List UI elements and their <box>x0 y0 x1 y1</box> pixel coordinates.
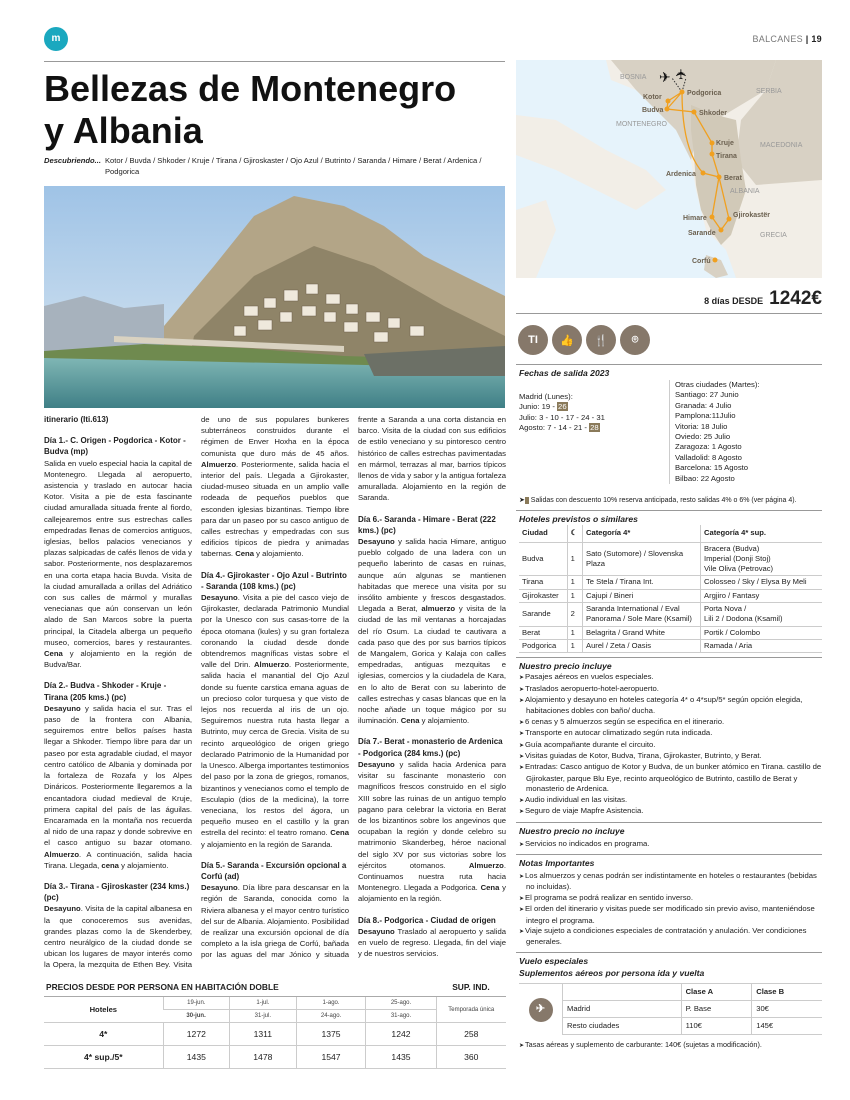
country-label: ALBANIA <box>730 188 760 195</box>
hotels-title: Hoteles previstos o similares <box>519 514 638 525</box>
list-item: ➤ Visitas guiadas de Kotor, Budva, Tirana, Gjirokaster, Butrinto, y Berat. <box>519 751 822 762</box>
city-label: Berat <box>724 175 742 182</box>
excludes-title: Nuestro precio no incluye <box>519 825 625 836</box>
text-run: . Visita de la capital albanesa en la que conoceremos sus avenidas, grandes plazas como la de Skenderbey, centro neurálgico de la ciudad donde se ubican los lugares de mayor interés como la Opera, la mezquita de Ethen Bey. Visita de uno de sus populares bunkeres subterráneos construidos durante el régimen de Enver Hoxha en la época comunista que duro más de 45 años. <box>44 415 349 970</box>
brand-logo: m <box>44 27 68 51</box>
discount-text: Salidas con descuento 10% reserva anticipada, resto salidas 4% o 6% (ver página 4). <box>530 497 797 505</box>
hotels-header: Hoteles <box>44 997 163 1023</box>
text-run: . Posteriormente, salida hacia el manantial del Ojo Azul donde su fuente carstica emana aguas de un precioso color turquesa y que visto de lejos nos recuerda al iris de un ojo. Seguiremos nuestra ruta hasta llegar a Butrinto, muy cerca de Grecia. Visita de su recinto arqueológico de origen griego declarado Patrimonio de la Humanidad por la Unesco. Alberga importantes testimonios del paso por la zona de griegos, romanos, bizantinos y venecianos como el templo de Esculapio (dios de la medicina), la torre veneciana, los restos del ágora, un pequeño museo en el castillo y la gran estrella del recinto: el teatro romano. <box>201 660 349 838</box>
text-run: y alojamiento. <box>254 549 304 559</box>
itinerary-day <box>44 680 192 870</box>
hotels-header-row <box>519 525 822 542</box>
city-label: Podgorica <box>687 90 722 97</box>
text-run: . Posteriormente, salida hacia el interior del país. Llegada a Gjirokaster, ciudad-museo situada en un amplio valle rodeada de pequeños pueblos que esconden iglesias bizantinas. Tiempo libre para dar un paseo por su casco antiguo de calles estrechas y empedradas con sus edificios típicos de piedra y animadas tabernas. <box>201 459 349 559</box>
airplane-icon: ✈ <box>529 998 553 1022</box>
meal-highlight: Cena <box>330 828 349 838</box>
price-row <box>44 1023 506 1046</box>
day-title: Día 1.- C. Origen - Pogdorica - Kotor - Budva (mp) <box>44 436 186 457</box>
itinerary-label: itinerario (Iti.613) <box>44 415 109 424</box>
discover-line <box>44 155 506 177</box>
hotel-4-sup: Argjiro / Fantasy <box>701 589 823 602</box>
price: 1435 <box>163 1046 230 1069</box>
nights: 1 <box>567 576 582 589</box>
madrid-date-line: Junio: 19 - 26 <box>519 402 567 412</box>
itinerary-day <box>358 514 506 727</box>
flight-row <box>563 1001 823 1018</box>
period-from: 1-jul. <box>230 997 297 1010</box>
itinerary-day <box>44 435 192 670</box>
text-run: Traslado al aeropuerto y salida en vuelo de regreso. Llegada, fin del viaje y de nuestros servicios. <box>358 926 506 959</box>
column-header: ☾ <box>567 525 582 542</box>
hotel-4: Belagrita / Grand White <box>583 626 701 639</box>
hotel-4-sup: Portik / Colombo <box>701 626 823 639</box>
itinerary-and-prices <box>44 414 506 1069</box>
text-run: . A continuación, salida hacia Tirana. Llegada, <box>44 849 192 870</box>
route-map <box>516 60 822 278</box>
nights: 1 <box>567 542 582 576</box>
period-from: 19-jun. <box>163 997 230 1010</box>
city: Budva <box>519 542 567 576</box>
meals-icon: 🍴 <box>586 325 616 355</box>
city-label: Ardenica <box>666 171 696 178</box>
madrid-date-line: Julio: 3 - 10 - 17 - 24 - 31 <box>519 412 605 422</box>
notes-section <box>516 854 822 952</box>
itinerary-day <box>358 915 506 960</box>
flights-title: Vuelo especiales <box>519 955 589 966</box>
price: 1242 <box>366 1023 436 1046</box>
country-label: SERBIA <box>756 88 782 95</box>
country-label: GRECIA <box>760 232 787 239</box>
hotel-row <box>519 626 822 639</box>
tipical-icon: TI <box>518 325 548 355</box>
page-title <box>44 68 514 152</box>
single-supplement: 258 <box>436 1023 506 1046</box>
meal-highlight: Almuerzo <box>201 459 237 469</box>
period-to: 30-jun. <box>163 1010 230 1023</box>
location-pin-icon: ⌾ <box>620 325 650 355</box>
meal-highlight: almuerzo <box>421 604 456 614</box>
day-title: Día 4.- Gjirokaster - Ojo Azul - Butrinto - Saranda (108 kms.) (pc) <box>201 570 347 591</box>
price: 1547 <box>296 1046 366 1069</box>
hotel-4-sup: Colosseo / Sky / Elysa By Meli <box>701 576 823 589</box>
day-title: Día 7.- Berat - monasterio de Ardenica - Podgorica (284 kms.) (pc) <box>358 737 503 758</box>
flight-cell: Clase A <box>681 984 752 1001</box>
list-item: ➤ Viaje sujeto a condiciones especiales de contratación y anulación. Ver condiciones generales. <box>519 926 822 948</box>
day-text <box>358 926 506 960</box>
price-from: 1242€ <box>769 288 822 309</box>
hotel-4: Saranda International / Eval Panorama / Sole Mare (Ksamil) <box>583 603 701 627</box>
day-title: Día 2.- Budva - Shkoder - Kruje - Tirana (205 kms.) (pc) <box>44 681 167 702</box>
period-to: 31-jul. <box>230 1010 297 1023</box>
hotel-row <box>519 589 822 602</box>
city-label: Himare <box>683 215 707 222</box>
list-item: ➤ Los almuerzos y cenas podrán ser indistintamente en hoteles o restaurantes (bebidas no incluidas). <box>519 871 822 893</box>
dates-title: Fechas de salida 2023 <box>519 368 610 378</box>
flight-cell: 110€ <box>681 1018 752 1035</box>
hotel-4: Te Stela / Tirana Int. <box>583 576 701 589</box>
meal-highlight: Desayuno <box>201 593 238 603</box>
meal-highlight: Cena <box>44 649 63 659</box>
hotel-row <box>519 639 822 652</box>
price-row <box>44 1046 506 1069</box>
day-text <box>44 703 192 871</box>
meal-highlight: Cena <box>480 883 500 893</box>
meal-highlight: Desayuno <box>44 904 81 914</box>
nights: 1 <box>567 639 582 652</box>
day-title: Día 8.- Podgorica - Ciudad de origen <box>358 915 496 925</box>
city-label: Kotor <box>643 94 662 101</box>
title-line-1: Bellezas de Montenegro <box>44 68 457 109</box>
flight-row <box>563 1018 823 1035</box>
right-column <box>516 364 822 1056</box>
city-label: Budva <box>642 107 664 114</box>
offer-price <box>704 288 822 310</box>
thumbs-up-icon: 👍 <box>552 325 582 355</box>
flight-cell: Resto ciudades <box>563 1018 682 1035</box>
list-item: ➤ Transporte en autocar climatizado según ruta indicada. <box>519 728 822 739</box>
divider <box>44 61 505 62</box>
text-run: . Visita a pie del casco viejo de Gjirokaster, declarada Patrimonio Mundial por la Unesco con sus casas-torre de la época otomana (kules) y su gran fortaleza coronando la ciudad desde donde obtendremos magníficas vistas sobre el valle del Drin. <box>201 593 349 670</box>
text-run: . Día libre para descansar en la región de Saranda, conocida como la Riviera albanesa y el mayor centro turístico del sur de Albania. Alojamiento. Posibilidad de realizar una excursión opcional de día completo a la isla griega de Corfú, bañada por las aguas del mar Jónico y situada frente a Saranda a una corta distancia en barco. Visita de la ciudad con sus edificios de estilo veneciano y su pintoresco centro histórico de calles estrechas pavimentadas en mármol, terrazas al mar, barrios típicos llenos de vida y sabor y la antigua fortaleza amurallada. Alojamiento en la región de Saranda. <box>201 415 506 960</box>
hotel-4: Sato (Sutomore) / Slovenska Plaza <box>583 542 701 576</box>
meal-highlight: Desayuno <box>358 759 395 769</box>
includes-section <box>516 657 822 821</box>
text-run: y visita de la ciudad de las mil ventanas a horcajadas del río Osum. La ciudad te cautivara a cada paso que des por sus barrios típicos de Mangalem, Gorica y Kalaja con calles empedradas, antiguas mezquitas e iglesias, comercios y la ciudadela de Kara, en lo alto de Berat con su laberinto de calles estrechas y casas blancas que en la noche añade un toque mágico por su iluminación. <box>358 604 506 726</box>
includes-title: Nuestro precio incluye <box>519 661 612 672</box>
price-table-title: PRECIOS DESDE POR PERSONA EN HABITACIÓN DOBLE <box>44 979 436 997</box>
meal-highlight: Desayuno <box>358 537 395 547</box>
divider <box>516 313 822 314</box>
column-header: Ciudad <box>519 525 567 542</box>
discover-label: Descubriendo... <box>44 156 101 165</box>
list-item: ➤ El orden del itinerario y visitas puede ser modificado sin previo aviso, manteniéndose integro el programa. <box>519 904 822 926</box>
svg-text:✈: ✈ <box>673 68 689 80</box>
flight-cell: Madrid <box>563 1001 682 1018</box>
city: Gjirokaster <box>519 589 567 602</box>
city: Podgorica <box>519 639 567 652</box>
text-run: y alojamiento en la región de Budva/Bar. <box>44 649 192 670</box>
svg-text:✈: ✈ <box>659 69 671 85</box>
flight-supplements-table <box>562 984 822 1036</box>
nights: 1 <box>567 626 582 639</box>
meal-highlight: Almuerzo <box>254 660 290 670</box>
hero-photo-berat <box>44 186 505 408</box>
flight-cell: 30€ <box>752 1001 822 1018</box>
category: 4* sup./5* <box>44 1046 163 1069</box>
price: 1311 <box>230 1023 297 1046</box>
period-from: 1-ago. <box>296 997 366 1010</box>
day-title: Día 5.- Saranda - Excursión opcional a Corfú (ad) <box>201 860 347 881</box>
other-city-date: Oviedo: 25 Julio <box>675 432 731 442</box>
hotel-4: Aurel / Zeta / Oasis <box>583 639 701 652</box>
discount-date: 26 <box>558 402 567 412</box>
discount-swatch <box>525 497 529 504</box>
flights-subtitle: Suplementos aéreos por persona ida y vuelta <box>519 967 705 978</box>
list-item: ➤ 6 cenas y 5 almuerzos según se especifica en el itinerario. <box>519 717 822 728</box>
excludes-section <box>516 822 822 854</box>
text-run: y salida hacia Himare, antiguo pueblo colgado de una ladera con un pequeño laberinto de casas en ruinas, aunque aún algunas se mantienen habitadas que merece una visita por su insólito ambiente y frescos desgastados. Llegada a Berat, <box>358 537 506 614</box>
list-item: ➤ Pasajes aéreos en vuelos especiales. <box>519 672 822 683</box>
city-label: Corfú <box>692 258 711 265</box>
period-to: 24-ago. <box>296 1010 366 1023</box>
day-text <box>44 458 192 671</box>
meal-highlight: Cena <box>235 549 255 559</box>
list-item: ➤ Entradas: Casco antiguo de Kotor y Budva, de un bunker atómico en Tirana. castillo de Gjirokaster, parque Blu Eye, recinto arqueológico de Butrinto, castillo de Berat y monasterio de Ardenica. <box>519 762 822 794</box>
title-line-2: y Albania <box>44 110 203 151</box>
hotel-row <box>519 603 822 627</box>
list-item: ➤ Servicios no indicados en programa. <box>519 839 822 850</box>
city-label: Sarande <box>688 230 716 237</box>
list-item: ➤ Audio individual en las visitas. <box>519 795 822 806</box>
text-run: y alojamiento. <box>419 716 470 726</box>
country-label: BOSNIA <box>620 74 647 81</box>
section-name: BALCANES <box>752 34 803 44</box>
other-city-date: Santiago: 27 Junio <box>675 390 739 400</box>
flight-cell: P. Base <box>681 1001 752 1018</box>
text-run: y salida hacia el sur. Tras el paso de la frontera con Albania, seguiremos entre bellos países hasta llegar a Shkoder. Tiempo libre para dar un paseo por esta agradable ciudad, el mayor centro católico de Albania y dominada por la fortaleza de Rozafa y los Alpes Dináricos. Posteriormente llegaremos a la encantadora ciudad medieval de Kruje, primera capital del país de las águilas. Encaramada en la montaña nos recuerda al nido de una rapaz y donde sobrevive en el casco antiguo su bazar otomano. <box>44 703 192 848</box>
flight-row <box>563 984 823 1001</box>
meal-highlight: Desayuno <box>44 703 81 713</box>
city-label: Kruje <box>716 140 734 147</box>
text-run: Salida en vuelo especial hacia la capital de Montenegro. Llegada al aeropuerto, asistencia y traslado en autocar hacia Kotor. Visita a pie de esta fascinante ciudad amurallada situada frente al fiordo, callejearemos entre sus estrechas calles empedradas llenas de comercios antiguos, iglesias, bellos palacios venecianos y plazas salpicadas de cafés llenos de vida y sabor. Posteriormente, nos desplazaremos en una corta etapa hacia Buvda. Visita de la ciudad amurallada a orillas del Adriático con sus calles de mármol y murallas venecianas que aún conservan un león alado de San Marcos sobre la puerta principal, la Citadela alberga un pequeño museo, comercios, bares y restaurantes. <box>44 458 192 647</box>
list-item: ➤ Seguro de viaje Mapfre Asistencia. <box>519 806 822 817</box>
madrid-date-line: Agosto: 7 - 14 - 21 - 28 <box>519 423 599 433</box>
other-cities-label: Otras ciudades (Martes): <box>675 380 760 389</box>
sup-ind-header: SUP. IND. <box>436 979 506 997</box>
text-run: y salida hacia Ardenica para visitar su fascinante monasterio con magníficos frescos construido en el siglo XIII sobre las ruinas de un antiguo templo pagano para celebrar la victoria en Berat de los bizantinos sobre los angevinos que ocupaban la región y donde celebro su matrimonio Skanderbeg, héroe nacional del siglo XV por sus victorias sobre los ejércitos otomanos. <box>358 759 506 870</box>
country-label: MACEDONIA <box>760 142 803 149</box>
other-city-date: Barcelona: 15 Agosto <box>675 463 749 473</box>
price: 1435 <box>366 1046 436 1069</box>
nights: 1 <box>567 589 582 602</box>
city-label: Shkoder <box>699 110 728 117</box>
city: Berat <box>519 626 567 639</box>
day-title: Día 3.- Tirana - Gjiroskaster (234 kms.) (pc) <box>44 881 190 903</box>
notes-title: Notas Importantes <box>519 857 595 868</box>
flights-note: ➤ Tasas aéreas y suplemento de carburante: 140€ (sujetas a modificación). <box>519 1040 822 1051</box>
madrid-dates <box>519 402 669 433</box>
column-header: Categoría 4* sup. <box>701 525 823 542</box>
city: Sarande <box>519 603 567 627</box>
category: 4* <box>44 1023 163 1046</box>
day-title: Día 6.- Saranda - Himare - Berat (222 kms.) (pc) <box>358 514 496 535</box>
feature-icons <box>518 325 650 355</box>
hotel-row <box>519 542 822 576</box>
flight-cell <box>563 984 682 1001</box>
price: 1272 <box>163 1023 230 1046</box>
day-text <box>201 592 349 850</box>
season-label: Temporada única <box>436 997 506 1023</box>
other-city-date: Granada: 4 Julio <box>675 400 732 410</box>
nights: 2 <box>567 603 582 627</box>
meal-highlight: cena <box>101 860 119 870</box>
other-city-date: Pamplona:11Julio <box>675 411 736 421</box>
text-run: . Continuamos nuestra ruta hacia Montenegro. Llegada a Podgorica. <box>358 860 506 893</box>
discount-date: 28 <box>590 423 599 433</box>
page-section: BALCANES | 19 <box>752 34 822 44</box>
day-text <box>358 759 506 905</box>
period-to: 31-ago. <box>366 1010 436 1023</box>
duration-label: 8 días DESDE <box>704 296 764 306</box>
meal-highlight: Almuerzo <box>468 860 504 870</box>
text-run: y alojamiento en la región de Saranda. <box>201 839 333 849</box>
day-text <box>358 536 506 726</box>
hotel-row <box>519 576 822 589</box>
other-city-date: Zaragoza: 1 Agosto <box>675 442 742 452</box>
flights-section <box>516 952 822 1056</box>
itinerary-day <box>201 570 349 850</box>
list-item: ➤ Guía acompañante durante el circuito. <box>519 740 822 751</box>
other-city-date: Valladolid: 8 Agosto <box>675 452 742 462</box>
hotels-section <box>516 510 822 657</box>
meal-highlight: Desayuno <box>358 926 395 936</box>
period-from: 25-ago. <box>366 997 436 1010</box>
flight-cell: 145€ <box>752 1018 822 1035</box>
meal-highlight: Almuerzo <box>44 849 80 859</box>
other-city-date: Vitoria: 18 Julio <box>675 421 728 431</box>
hotel-4-sup: Ramada / Aria <box>701 639 823 652</box>
text-run: y alojamiento en la región. <box>358 883 506 904</box>
hotel-4-sup: Bracera (Budva) Imperial (Donji Stoj) Vile Oliva (Petrovac) <box>701 542 823 576</box>
madrid-label: Madrid (Lunes): <box>519 392 573 401</box>
meal-highlight: Desayuno <box>201 883 238 893</box>
hotel-4-sup: Porta Nova / Lili 2 / Dodona (Ksamil) <box>701 603 823 627</box>
discount-note: ➤ Salidas con descuento 10% reserva anticipada, resto salidas 4% o 6% (ver página 4). <box>519 497 797 505</box>
list-item: ➤ Alojamiento y desayuno en hoteles categoría 4* o 4*sup/5* según opción elegida, habitaciones dobles con baño/ ducha. <box>519 695 822 717</box>
price-table <box>44 979 506 1070</box>
departure-dates <box>516 364 822 510</box>
city: Tirana <box>519 576 567 589</box>
meal-highlight: Cena <box>400 716 420 726</box>
list-item: ➤ El programa se podrá realizar en sentido inverso. <box>519 893 822 904</box>
country-label: MONTENEGRO <box>616 121 667 128</box>
price: 1375 <box>296 1023 366 1046</box>
discover-places: Kotor / Buvda / Shkoder / Kruje / Tirana / Gjiroskaster / Ojo Azul / Butrinto / Saranda / Himare / Berat / Ardenica / Podgorica <box>104 156 482 176</box>
text-run: y alojamiento. <box>118 860 169 870</box>
itinerary-columns <box>44 414 506 971</box>
page-number: 19 <box>811 34 822 44</box>
single-supplement: 360 <box>436 1046 506 1069</box>
flight-cell: Clase B <box>752 984 822 1001</box>
other-cities-dates <box>675 390 760 484</box>
other-city-date: Bilbao: 22 Agosto <box>675 473 735 483</box>
hotels-table <box>519 525 822 653</box>
itinerary-day <box>358 736 506 904</box>
hotel-4: Cajupi / Bineri <box>583 589 701 602</box>
price: 1478 <box>230 1046 297 1069</box>
city-label: Tirana <box>716 153 737 160</box>
column-header: Categoría 4* <box>583 525 701 542</box>
city-label: Gjirokastër <box>733 212 770 219</box>
list-item: ➤ Traslados aeropuerto-hotel-aeropuerto. <box>519 684 822 695</box>
